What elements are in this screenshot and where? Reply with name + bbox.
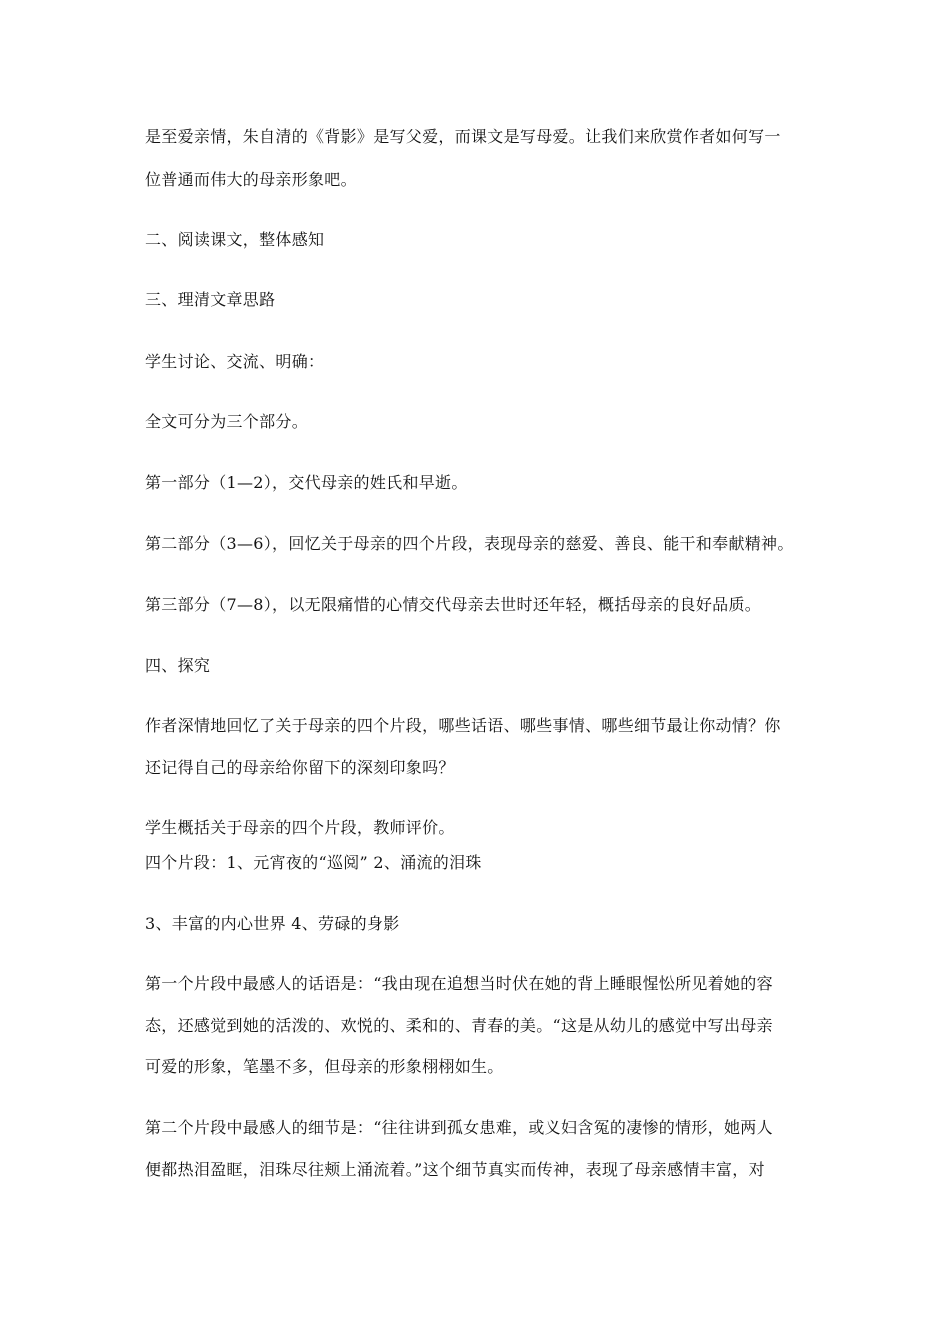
segment-one-line-1: 第一个片段中最感人的话语是：“我由现在追想当时伏在她的背上睡眼惺忪所见着她的容 [145, 974, 773, 993]
section-heading-3: 三、理清文章思路 [145, 290, 276, 309]
section-heading-4: 四、探究 [145, 656, 211, 675]
student-summary: 学生概括关于母亲的四个片段，教师评价。 [145, 818, 455, 837]
part-three: 第三部分（7—8），以无限痛惜的心情交代母亲去世时还年轻，概括母亲的良好品质。 [145, 595, 762, 614]
paragraph-intro-line-2: 位普通而伟大的母亲形象吧。 [145, 170, 357, 189]
segment-two-line-2: 便都热泪盈眶，泪珠尽往颊上涌流着。”这个细节真实而传神，表现了母亲感情丰富，对 [145, 1160, 765, 1179]
section-heading-2: 二、阅读课文，整体感知 [145, 230, 325, 249]
four-segments-line-2: 3、丰富的内心世界 4、劳碌的身影 [145, 914, 400, 933]
segment-one-line-3: 可爱的形象，笔墨不多，但母亲的形象栩栩如生。 [145, 1057, 504, 1076]
part-two: 第二部分（3—6），回忆关于母亲的四个片段，表现母亲的慈爱、善良、能干和奉献精神。 [145, 534, 794, 553]
structure-summary: 全文可分为三个部分。 [145, 412, 309, 431]
four-segments-line-1: 四个片段：1、元宵夜的“巡阅” 2、涌流的泪珠 [145, 853, 482, 872]
discussion-line: 学生讨论、交流、明确： [145, 352, 325, 371]
paragraph-intro-line-1: 是至爱亲情，朱自清的《背影》是写父爱，而课文是写母爱。让我们来欣赏作者如何写一 [145, 127, 781, 146]
segment-one-line-2: 态，还感觉到她的活泼的、欢悦的、柔和的、青春的美。“这是从幼儿的感觉中写出母亲 [145, 1016, 773, 1035]
segment-two-line-1: 第二个片段中最感人的细节是：“往往讲到孤女患难，或义妇含冤的凄惨的情形，她两人 [145, 1118, 773, 1137]
inquiry-line-2: 还记得自己的母亲给你留下的深刻印象吗？ [145, 758, 455, 777]
part-one: 第一部分（1—2），交代母亲的姓氏和早逝。 [145, 473, 468, 492]
inquiry-line-1: 作者深情地回忆了关于母亲的四个片段，哪些话语、哪些事情、哪些细节最让你动情？你 [145, 716, 781, 735]
